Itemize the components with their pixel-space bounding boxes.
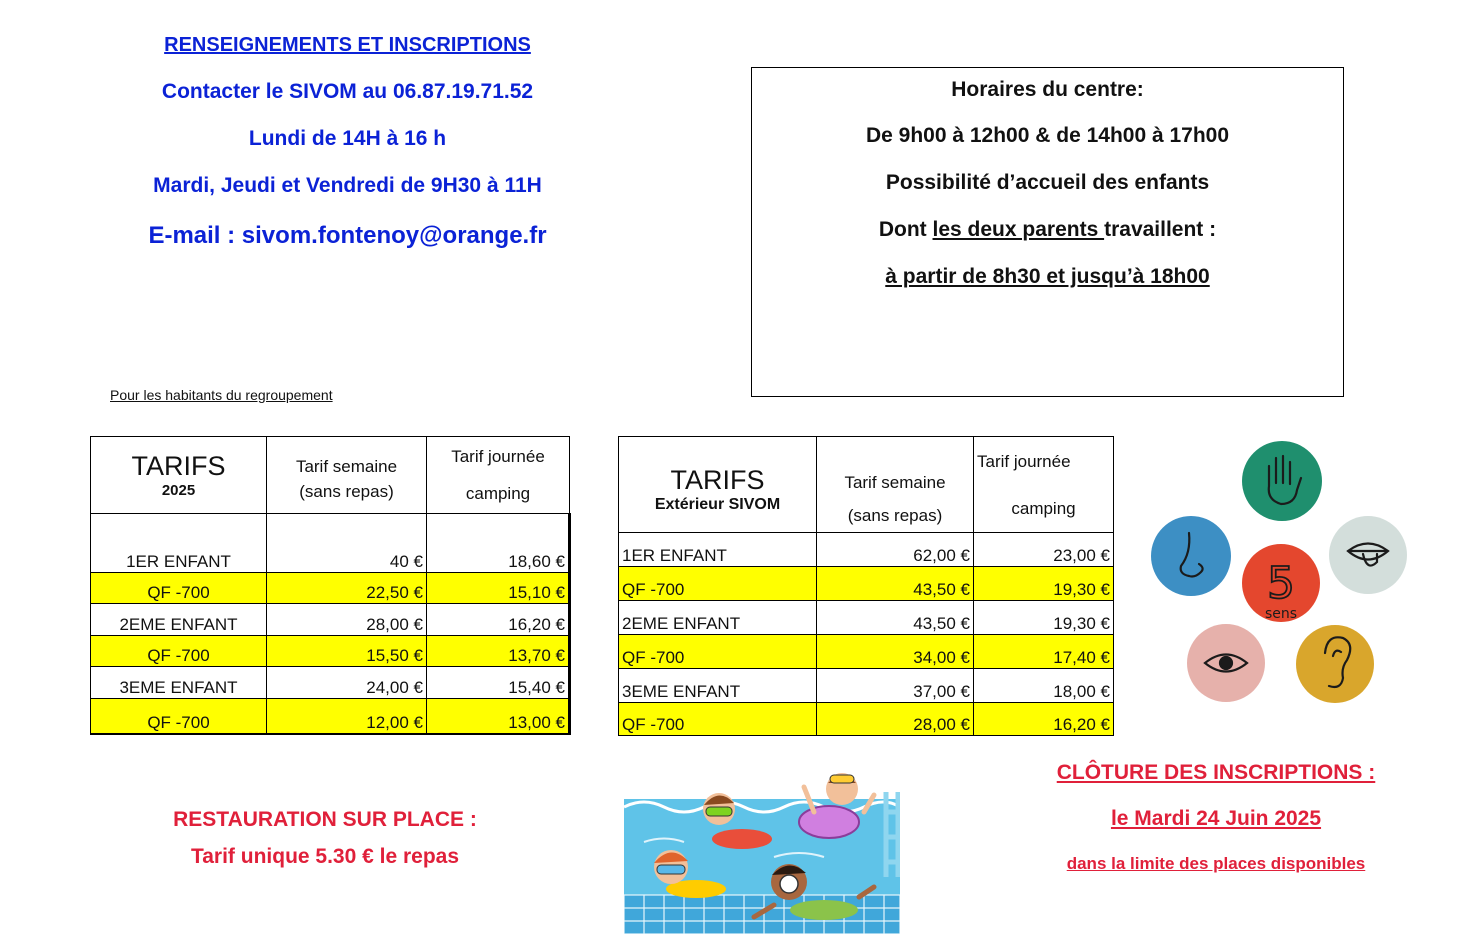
hours-range: De 9h00 à 12h00 & de 14h00 à 17h00	[865, 124, 1230, 147]
header-day-cell	[427, 437, 570, 514]
five-senses-svg	[1145, 438, 1415, 713]
table-row	[619, 669, 1114, 703]
dont-suffix: travaillent :	[1104, 218, 1217, 241]
row-day: 13,00 €	[427, 699, 570, 734]
row-label: QF -700	[91, 636, 267, 667]
contact-phone: Contacter le SIVOM au 06.87.19.71.52	[161, 80, 534, 103]
row-week: 40 €	[267, 514, 427, 573]
row-week: 43,50 €	[817, 601, 974, 635]
table-row	[91, 514, 570, 573]
header-day-1: Tarif journée	[451, 447, 545, 466]
swimming-kids-svg	[624, 767, 900, 934]
tarif-table-exterior	[618, 436, 1114, 736]
row-day: 19,30 €	[974, 601, 1114, 635]
header-week-cell	[817, 437, 974, 533]
row-week: 28,00 €	[817, 703, 974, 736]
row-label: QF -700	[619, 567, 817, 601]
row-day: 23,00 €	[974, 533, 1114, 567]
hours-dont-line	[752, 218, 1343, 242]
row-label: 3EME ENFANT	[91, 667, 267, 699]
header-title: TARIFS	[670, 465, 765, 495]
hours-box	[751, 67, 1344, 397]
mouth-circle	[1329, 516, 1407, 594]
row-label: QF -700	[91, 573, 267, 604]
contact-title: RENSEIGNEMENTS ET INSCRIPTIONS	[164, 34, 531, 56]
header-week-1: Tarif semaine	[295, 457, 398, 476]
header-week-2: (sans repas)	[299, 482, 394, 501]
row-week: 22,50 €	[267, 573, 427, 604]
contact-other-days: Mardi, Jeudi et Vendredi de 9H30 à 11H	[153, 174, 542, 197]
table-row	[619, 533, 1114, 567]
header-day-1: Tarif journée	[977, 451, 1071, 471]
row-day: 15,10 €	[427, 573, 570, 604]
closing-note: dans la limite des places disponibles	[1066, 854, 1366, 873]
row-week: 34,00 €	[817, 635, 974, 669]
table-row	[619, 635, 1114, 669]
row-day: 15,40 €	[427, 667, 570, 699]
row-day: 18,60 €	[427, 514, 570, 573]
dont-underlined: les deux parents	[932, 218, 1105, 241]
row-label: 1ER ENFANT	[619, 533, 817, 567]
table-row	[619, 567, 1114, 601]
dont-prefix: Dont	[878, 218, 933, 241]
table-row	[91, 573, 570, 604]
header-tarifs-cell	[91, 437, 267, 514]
table-row	[619, 703, 1114, 736]
restauration-price: Tarif unique 5.30 € le repas	[190, 845, 460, 868]
row-day: 17,40 €	[974, 635, 1114, 669]
row-day: 16,20 €	[974, 703, 1114, 736]
senses-word: sens	[1264, 606, 1298, 622]
header-day-2: camping	[465, 484, 531, 503]
closing-title: CLÔTURE DES INSCRIPTIONS :	[1056, 761, 1376, 784]
table-row	[619, 601, 1114, 635]
row-day: 13,70 €	[427, 636, 570, 667]
row-label: QF -700	[619, 703, 817, 736]
residents-note: Pour les habitants du regroupement	[110, 387, 333, 403]
header-tarifs-cell	[619, 437, 817, 533]
table-header-row	[91, 437, 570, 514]
header-week-cell	[267, 437, 427, 514]
row-week: 43,50 €	[817, 567, 974, 601]
hours-extended: à partir de 8h30 et jusqu’à 18h00	[885, 265, 1210, 288]
table-row	[91, 699, 570, 734]
header-week-1: Tarif semaine	[844, 473, 946, 492]
header-title: TARIFS	[131, 451, 226, 481]
hours-possibility: Possibilité d’accueil des enfants	[885, 171, 1210, 194]
row-label: QF -700	[91, 699, 267, 734]
closing-date: le Mardi 24 Juin 2025	[1110, 807, 1322, 830]
five-senses-graphic	[1145, 438, 1415, 713]
header-day-cell	[974, 437, 1114, 533]
senses-number: 5	[1267, 558, 1295, 609]
row-label: 1ER ENFANT	[91, 514, 267, 573]
row-week: 62,00 €	[817, 533, 974, 567]
header-year: 2025	[161, 482, 196, 499]
row-week: 28,00 €	[267, 604, 427, 636]
nose-circle	[1151, 516, 1231, 596]
row-day: 16,20 €	[427, 604, 570, 636]
header-day-2: camping	[1011, 498, 1076, 518]
row-label: 3EME ENFANT	[619, 669, 817, 703]
row-day: 19,30 €	[974, 567, 1114, 601]
contact-monday: Lundi de 14H à 16 h	[248, 127, 447, 150]
row-label: QF -700	[619, 635, 817, 669]
restauration-title: RESTAURATION SUR PLACE :	[173, 808, 477, 831]
tarif-table-residents	[90, 436, 571, 735]
table-header-row	[619, 437, 1114, 533]
contact-email[interactable]: E-mail : sivom.fontenoy@orange.fr	[148, 222, 547, 249]
header-subtitle: Extérieur SIVOM	[654, 496, 781, 513]
header-week-2: (sans repas)	[847, 506, 943, 525]
row-day: 18,00 €	[974, 669, 1114, 703]
row-week: 24,00 €	[267, 667, 427, 699]
row-week: 12,00 €	[267, 699, 427, 734]
row-week: 37,00 €	[817, 669, 974, 703]
table-row	[91, 604, 570, 636]
swimming-kids-illustration	[624, 767, 900, 934]
row-label: 2EME ENFANT	[619, 601, 817, 635]
table-row	[91, 636, 570, 667]
row-week: 15,50 €	[267, 636, 427, 667]
hours-title: Horaires du centre:	[951, 78, 1144, 101]
row-label: 2EME ENFANT	[91, 604, 267, 636]
table-row	[91, 667, 570, 699]
